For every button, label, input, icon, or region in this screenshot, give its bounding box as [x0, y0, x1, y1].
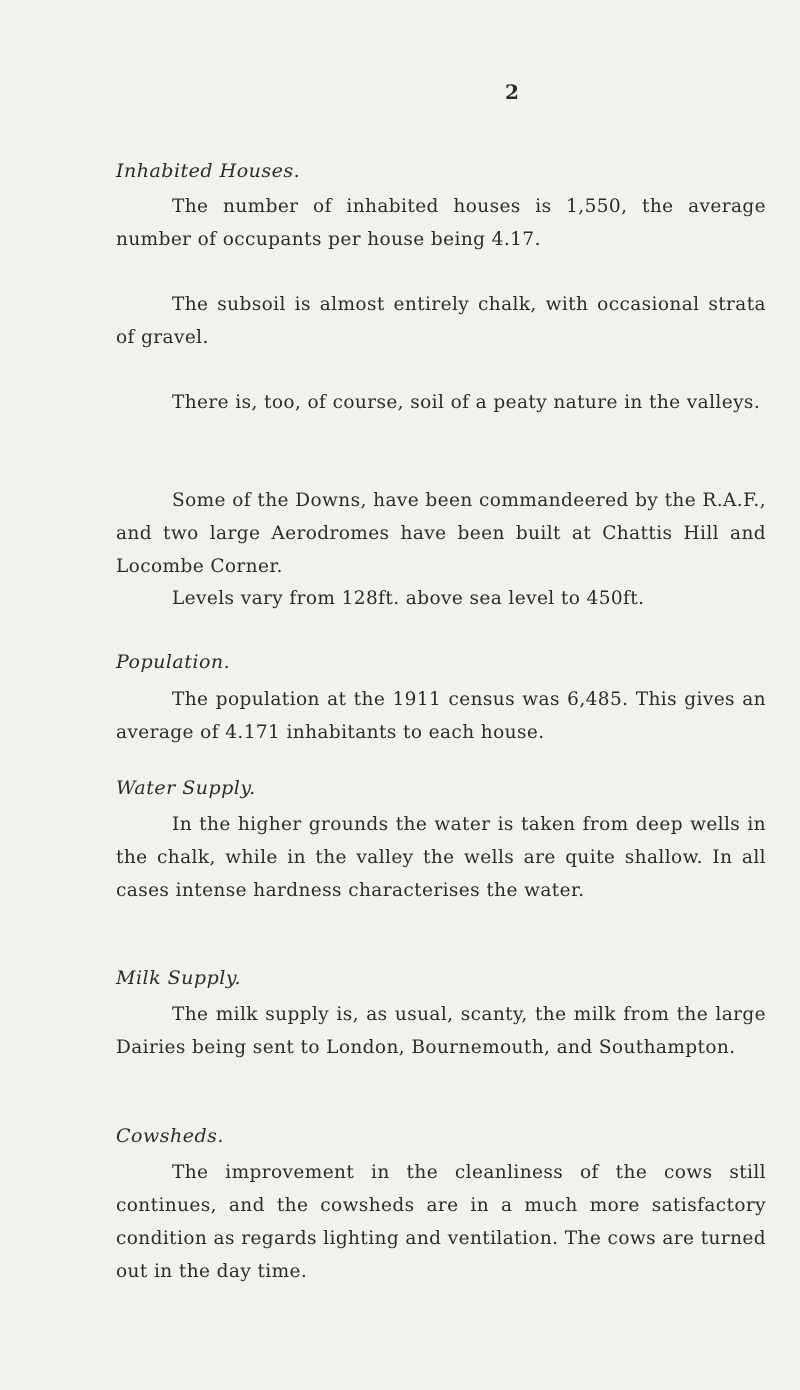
section-heading-milk-supply: Milk Supply.	[116, 967, 242, 989]
section-heading-population: Population.	[116, 651, 231, 673]
section-heading-cowsheds: Cowsheds.	[116, 1125, 224, 1147]
page-number: 2	[505, 80, 519, 104]
paragraph-levels: Levels vary from 128ft. above sea level to 450ft.	[172, 588, 645, 609]
paragraph-water-supply: In the higher grounds the water is taken from deep wells in the chalk, while in the valley the wells are quite shallow. In all cases intense hardness characterises the water.	[116, 814, 766, 901]
paragraph-subsoil: The subsoil is almost entirely chalk, with occasional strata of gravel.	[116, 294, 766, 348]
paragraph-cowsheds: The improvement in the cleanliness of the cows still continues, and the cowsheds are in a much more satisfactory condition as regards lighting and ventilation. The cows are turned out in the day time.	[116, 1162, 766, 1282]
paragraph-peaty-soil: There is, too, of course, soil of a peaty nature in the valleys.	[172, 392, 761, 413]
paragraph-milk-supply: The milk supply is, as usual, scanty, the milk from the large Dairies being sent to London, Bournemouth, and Southampton.	[116, 1004, 766, 1058]
section-heading-inhabited-houses: Inhabited Houses.	[116, 160, 301, 182]
paragraph-inhabited-houses-count: The number of inhabited houses is 1,550, the average number of occupants per house being 4.17.	[116, 196, 766, 250]
section-heading-water-supply: Water Supply.	[116, 777, 256, 799]
paragraph-population: The population at the 1911 census was 6,485. This gives an average of 4.171 inhabitants to each house.	[116, 689, 766, 743]
paragraph-downs-aerodromes: Some of the Downs, have been commandeered by the R.A.F., and two large Aerodromes have been built at Chattis Hill and Locombe Corner.	[116, 490, 766, 577]
